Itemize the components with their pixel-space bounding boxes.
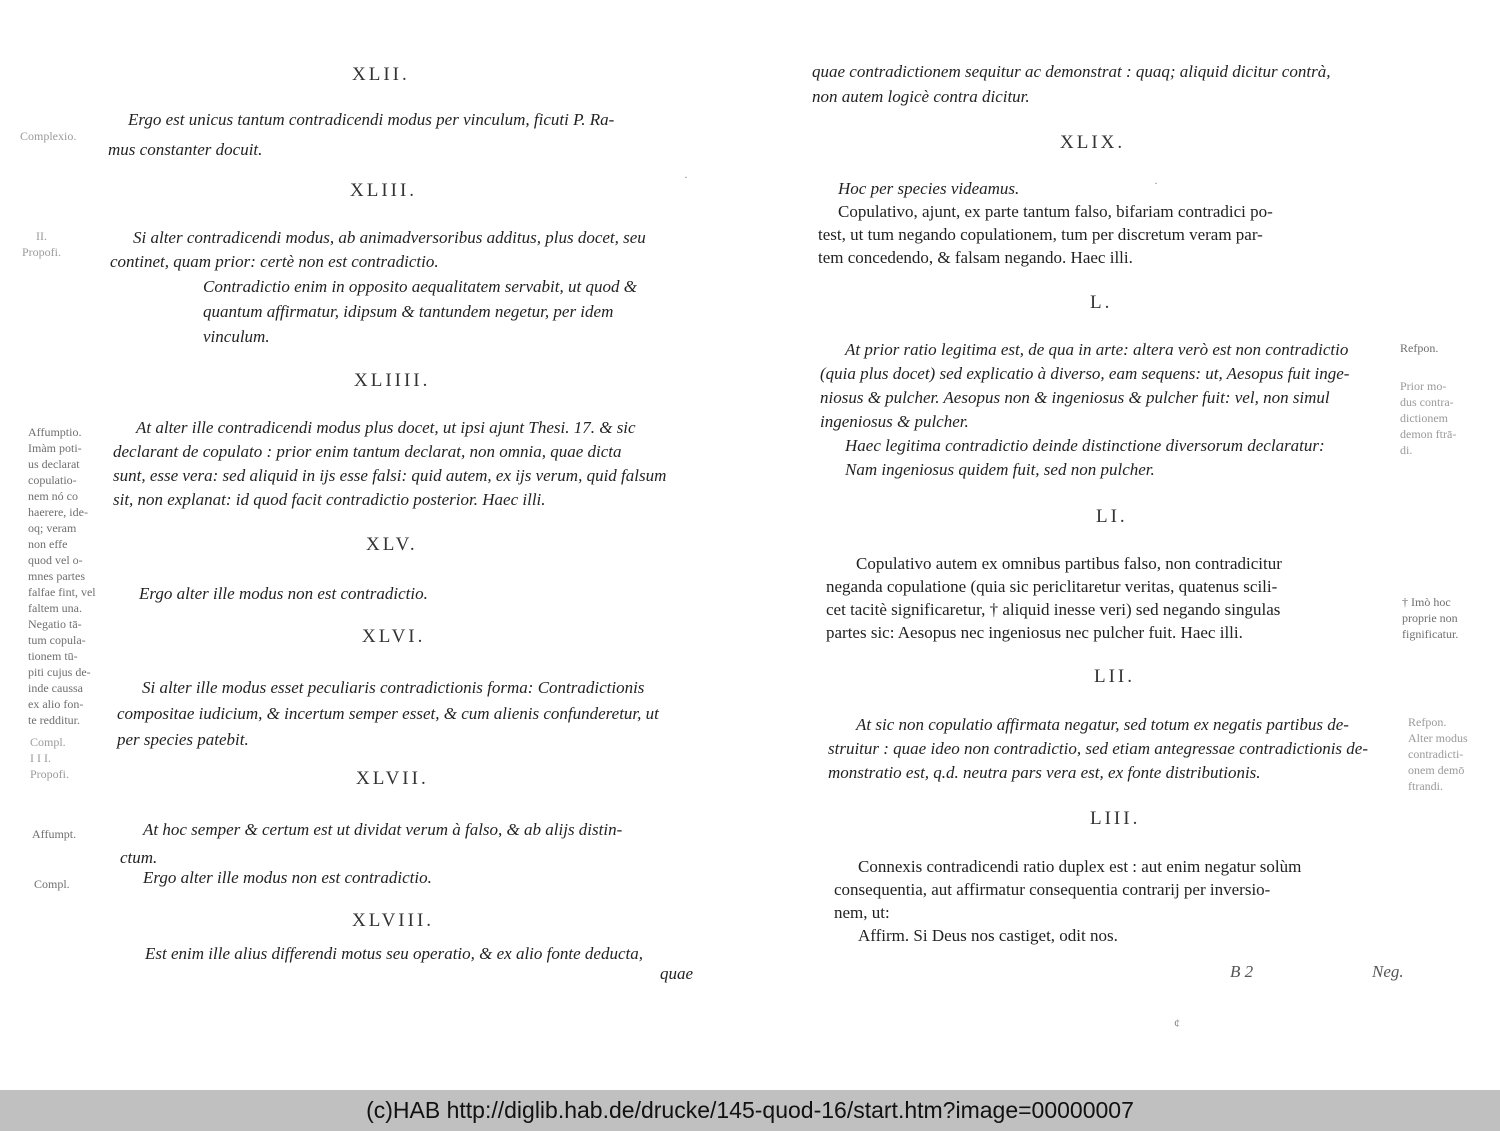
paragraph-line: partes sic: Aesopus nec ingeniosus nec pulcher fuit. Haec illi.	[826, 623, 1243, 642]
paragraph-line: per species patebit.	[117, 730, 249, 749]
paragraph-line: Hoc per species videamus.	[838, 179, 1020, 198]
footer-credit: (c)HAB http://diglib.hab.de/drucke/145-quod-16/start.htm?image=00000007	[366, 1097, 1134, 1123]
margin-note-respon-alter: Refpon. Alter modus contradicti- onem demō ftrandi.	[1408, 715, 1468, 793]
paragraph-line: tem concedendo, & falsam negando. Haec illi.	[818, 248, 1133, 267]
paragraph-line: Connexis contradicendi ratio duplex est : aut enim negatur solùm	[858, 857, 1302, 876]
paragraph-line: sunt, esse vera: sed aliquid in ijs esse falsi: quid autem, ex ijs verum, quid falsum	[113, 466, 667, 485]
paragraph-line: neganda copulatione (quia sic periclitaretur veritas, quatenus scili-	[826, 577, 1278, 596]
paragraph-line: nem, ut:	[834, 903, 890, 922]
margin-note-prior-modus: Prior mo- dus contra- dictionem demon ftrā- di.	[1400, 379, 1457, 457]
signature-mark: B 2	[1230, 962, 1254, 981]
left-page	[0, 0, 750, 1090]
paragraph-line: non autem logicè contra dicitur.	[812, 87, 1030, 106]
section-heading: XLIII.	[350, 180, 418, 201]
catchword: quae	[660, 964, 694, 983]
paragraph-line: Copulativo autem ex omnibus partibus falso, non contradicitur	[856, 554, 1282, 573]
paragraph-line: Si alter contradicendi modus, ab animadversoribus additus, plus docet, seu	[133, 228, 646, 247]
catchword: Neg.	[1372, 962, 1404, 981]
margin-note-respon: Refpon.	[1400, 341, 1439, 355]
margin-note-assumptio: Affumptio. Imàm poti- us declarat copulatio- nem nó co haerere, ide- oq; veram non effe quod vel o- mnes partes falfae fint, vel faltem una. Negatio tā- tum copula- tionem tū- piti cujus de- inde caussa ex alio fon- te redditur.	[28, 425, 96, 727]
section-heading: XLVII.	[356, 768, 429, 789]
paragraph-line: Ergo est unicus tantum contradicendi modus per vinculum, ficuti P. Ra-	[128, 110, 615, 129]
section-heading: XLIX.	[1060, 132, 1126, 153]
paragraph-line: At sic non copulatio affirmata negatur, sed totum ex negatis partibus de-	[856, 715, 1349, 734]
paragraph-line: Est enim ille alius differendi motus seu operatio, & ex alio fonte deducta,	[145, 944, 643, 963]
margin-note-assumpt: Affumpt.	[32, 827, 77, 841]
paragraph-line: Affirm. Si Deus nos castiget, odit nos.	[858, 926, 1118, 945]
margin-note-propositio: II. Propofi.	[22, 229, 61, 259]
paragraph-line: quantum affirmatur, idipsum & tantundem negetur, per idem	[203, 302, 614, 321]
paragraph-line: Si alter ille modus esset peculiaris contradictionis forma: Contradictionis	[142, 678, 645, 697]
section-heading: XLVIII.	[352, 910, 435, 931]
paragraph-line: quae contradictionem sequitur ac demonstrat : quaq; aliquid dicitur contrà,	[812, 62, 1331, 81]
paragraph-line: continet, quam prior: certè non est contradictio.	[110, 252, 439, 271]
section-heading: XLIIII.	[354, 370, 431, 391]
paragraph-line: monstratio est, q.d. neutra pars vera est, ex fonte distributionis.	[828, 763, 1261, 782]
section-heading: LII.	[1094, 666, 1136, 687]
footer-bar	[0, 1090, 1500, 1131]
margin-note-complexio: Complexio.	[20, 129, 77, 143]
margin-note-imo-hoc: † Imò hoc proprie non fignificatur.	[1402, 595, 1459, 641]
section-heading: XLV.	[366, 534, 418, 555]
section-heading: LI.	[1096, 506, 1128, 527]
paragraph-line: Nam ingeniosus quidem fuit, sed non pulcher.	[845, 460, 1155, 479]
paragraph-line: At alter ille contradicendi modus plus docet, ut ipsi ajunt Thesi. 17. & sic	[136, 418, 636, 437]
ink-speck: ·	[684, 170, 688, 184]
paragraph-line: Ergo alter ille modus non est contradictio.	[139, 584, 428, 603]
paragraph-line: consequentia, aut affirmatur consequentia contrarij per inversio-	[834, 880, 1271, 899]
paragraph-line: compositae iudicium, & incertum semper esset, & cum alienis confunderetur, ut	[117, 704, 659, 723]
paragraph-line: cet tacitè significaretur, † aliquid inesse veri) sed negando singulas	[826, 600, 1281, 619]
paragraph-line: Haec legitima contradictio deinde distinctione diversorum declaratur:	[845, 436, 1325, 455]
section-heading: LIII.	[1090, 808, 1141, 829]
paragraph-line: niosus & pulcher. Aesopus non & ingeniosus & pulcher fuit: vel, non simul	[820, 388, 1330, 407]
paragraph-line: struitur : quae ideo non contradictio, sed etiam antegressae contradictionis de-	[828, 739, 1368, 758]
paragraph-line: mus constanter docuit.	[108, 140, 263, 159]
margin-note-compl-propositio: Compl. I I I. Propofi.	[30, 735, 69, 781]
section-heading: L.	[1090, 292, 1113, 313]
ink-speck: ·	[1154, 176, 1158, 190]
paragraph-line: sit, non explanat: id quod facit contradictio posterior. Haec illi.	[113, 490, 546, 509]
ink-speck: ¢	[1174, 1016, 1180, 1030]
paragraph-line: vinculum.	[203, 327, 270, 346]
paragraph-line: Ergo alter ille modus non est contradictio.	[143, 868, 432, 887]
paragraph-line: test, ut tum negando copulationem, tum per discretum veram par-	[818, 225, 1263, 244]
right-page	[750, 0, 1500, 1090]
paragraph-line: (quia plus docet) sed explicatio à diverso, eam sequens: ut, Aesopus fuit inge-	[820, 364, 1350, 383]
paragraph-line: declarant de copulato : prior enim tantum declarat, non omnia, quae dicta	[113, 442, 622, 461]
margin-note-compl: Compl.	[34, 877, 70, 891]
paragraph-line: ctum.	[120, 848, 158, 867]
paragraph-line: ingeniosus & pulcher.	[820, 412, 969, 431]
paragraph-line: Contradictio enim in opposito aequalitatem servabit, ut quod &	[203, 277, 637, 296]
paragraph-line: At prior ratio legitima est, de qua in arte: altera verò est non contradictio	[845, 340, 1349, 359]
paragraph-line: Copulativo, ajunt, ex parte tantum falso, bifariam contradici po-	[838, 202, 1273, 221]
section-heading: XLVI.	[362, 626, 426, 647]
paragraph-line: At hoc semper & certum est ut dividat verum à falso, & ab alijs distin-	[143, 820, 623, 839]
section-heading: XLII.	[352, 64, 410, 85]
